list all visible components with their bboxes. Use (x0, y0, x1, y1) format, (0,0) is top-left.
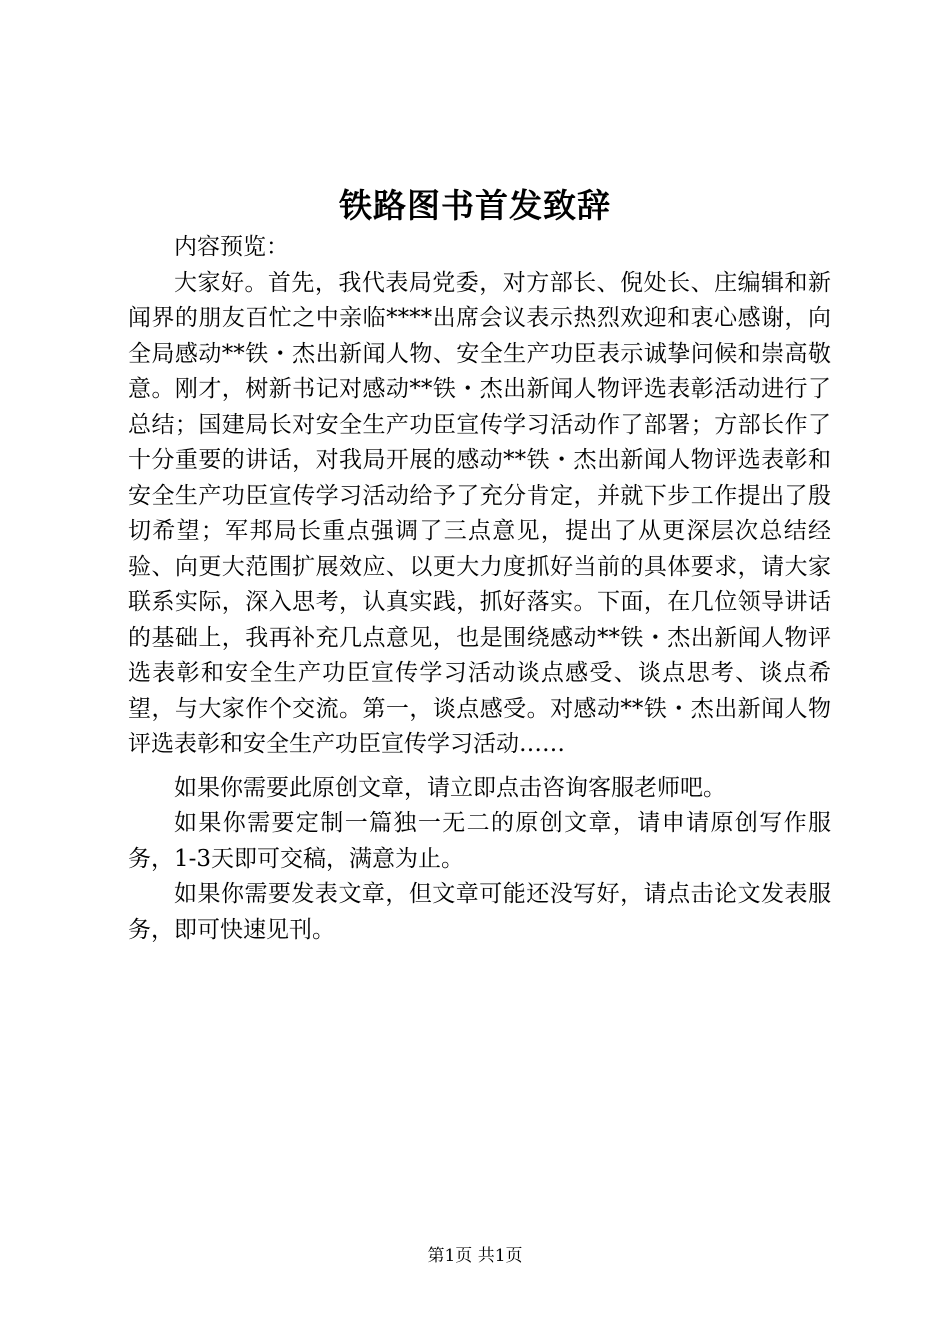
document-title: 铁路图书首发致辞 (339, 186, 611, 225)
note-publishing: 如果你需要发表文章，但文章可能还没写好，请点击论文发表服务，即可快速见刊。 (128, 881, 831, 943)
document-body (128, 230, 831, 948)
note-custom-writing: 如果你需要定制一篇独一无二的原创文章，请申请原创写作服务，1-3天即可交稿，满意为止。 (128, 810, 831, 872)
preview-label: 内容预览： (174, 234, 289, 260)
note-consult: 如果你需要此原创文章，请立即点击咨询客服老师吧。 (174, 774, 726, 801)
page-footer: 第1页 共1页 (427, 1246, 523, 1266)
preview-paragraph: 大家好。首先，我代表局党委，对方部长、倪处长、庄编辑和新闻界的朋友百忙之中亲临****出席会议表示热烈欢迎和衷心感谢，向全局感动**铁・杰出新闻人物、安全生产功臣表示诚挚问候和崇高敬意。刚才，树新书记对感动**铁・杰出新闻人物评选表彰活动进行了总结；国建局长对安全生产功臣宣传学习活动作了部署；方部长作了十分重要的讲话，对我局开展的感动**铁・杰出新闻人物评选表彰和安全生产功臣宣传学习活动给予了充分肯定，并就下步工作提出了殷切希望；军邦局长重点强调了三点意见，提出了从更深层次总结经验、向更大范围扩展效应、以更大力度抓好当前的具体要求，请大家联系实际，深入思考，认真实践，抓好落实。下面，在几位领导讲话的基础上，我再补充几点意见，也是围绕感动**铁・杰出新闻人物评选表彰和安全生产功臣宣传学习活动谈点感受、谈点思考、谈点希望，与大家作个交流。第一，谈点感受。对感动**铁・杰出新闻人物评选表彰和安全生产功臣宣传学习活动…… (128, 269, 831, 757)
